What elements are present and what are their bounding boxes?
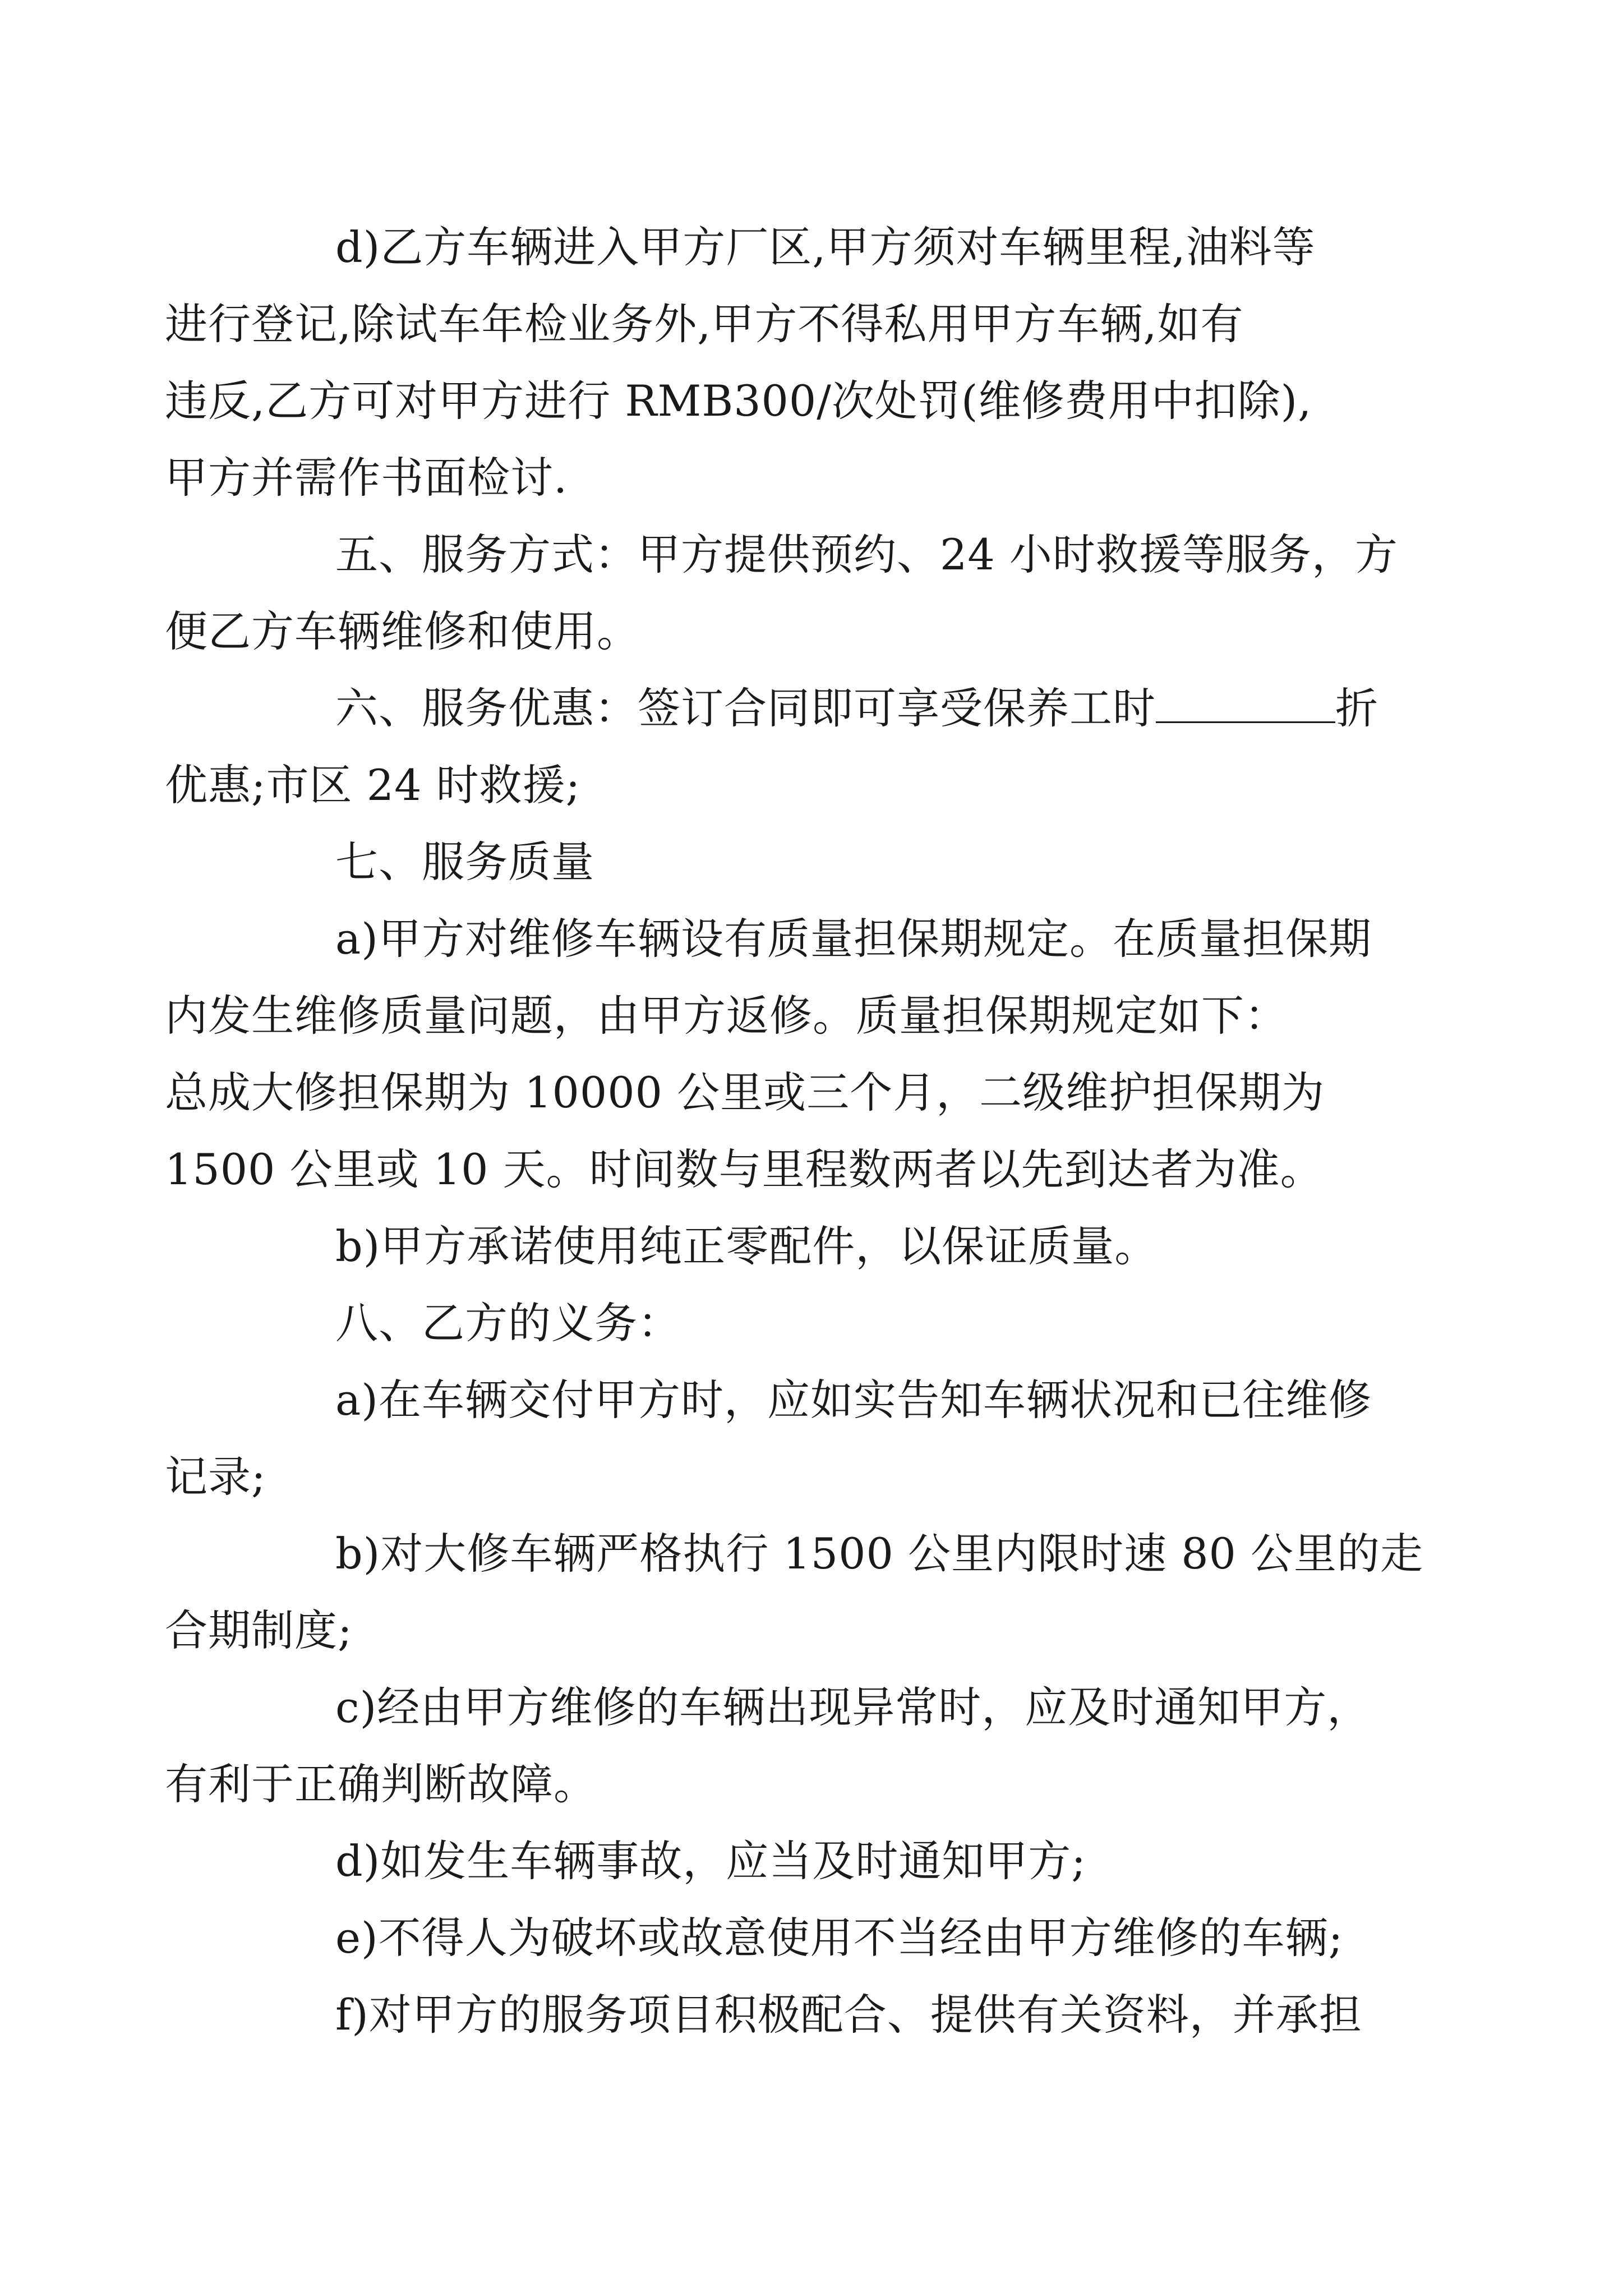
fill-in-blank-line [1156,682,1335,723]
text-line: 优惠;市区 24 时救援; [165,760,581,810]
section-heading-service-quality [250,823,1383,900]
paragraph-b-running-in [165,1515,1424,1669]
paragraph-c-notify-abnormal [165,1669,1383,1823]
text-line: 七、服务质量 [335,837,594,887]
paragraph-d-vehicle-entry [165,209,1383,516]
paragraph-b-genuine-parts [250,1208,1383,1285]
text-line: 有利于正确判断故障。 [165,1759,597,1809]
text-segment: 六、服务优惠：签订合同即可享受保养工时 [335,683,1156,733]
paragraph-service-discount [165,670,1383,823]
text-line: e)不得人为破坏或故意使用不当经由甲方维修的车辆; [335,1913,1344,1963]
text-line: a)在车辆交付甲方时，应如实告知车辆状况和已往维修 [335,1375,1372,1425]
paragraph-f-cooperate [250,1976,1383,2053]
contract-text-body [165,209,1424,2053]
text-line: d)乙方车辆进入甲方厂区,甲方须对车辆里程,油料等 [335,222,1316,272]
text-line: 记录; [165,1452,266,1502]
paragraph-d-accident [250,1823,1383,1899]
text-line: b)对大修车辆严格执行 1500 公里内限时速 80 公里的走 [335,1529,1424,1579]
text-line: 五、服务方式：甲方提供预约、24 小时救援等服务，方 [335,530,1398,579]
paragraph-e-no-damage [250,1899,1383,1976]
text-line: 合期制度; [165,1605,353,1655]
text-line: 进行登记,除试车年检业务外,甲方不得私用甲方车辆,如有 [165,299,1244,349]
text-line: 八、乙方的义务： [335,1298,681,1348]
text-line: 1500 公里或 10 天。时间数与里程数两者以先到达者为准。 [165,1144,1324,1194]
text-line: a)甲方对维修车辆设有质量担保期规定。在质量担保期 [335,914,1372,964]
text-line [250,670,1383,747]
paragraph-a-warranty [165,900,1383,1208]
paragraph-a-inform-status [165,1361,1383,1515]
text-line: 内发生维修质量问题，由甲方返修。质量担保期规定如下： [165,991,1288,1041]
paragraph-service-method [165,516,1398,670]
text-line: b)甲方承诺使用纯正零配件，以保证质量。 [335,1221,1158,1271]
text-line: 甲方并需作书面检讨. [165,453,568,503]
section-heading-party-b-obligations [250,1285,1383,1361]
text-line: 违反,乙方可对甲方进行 RMB300/次处罚(维修费用中扣除), [165,376,1312,426]
text-line: 总成大修担保期为 10000 公里或三个月，二级维护担保期为 [165,1068,1325,1117]
text-line: 便乙方车辆维修和使用。 [165,606,640,656]
text-line: d)如发生车辆事故，应当及时通知甲方; [335,1836,1086,1886]
text-line: c)经由甲方维修的车辆出现异常时，应及时通知甲方， [335,1682,1371,1732]
text-segment: 折 [1335,683,1378,733]
text-line: f)对甲方的服务项目积极配合、提供有关资料，并承担 [335,1990,1362,2040]
